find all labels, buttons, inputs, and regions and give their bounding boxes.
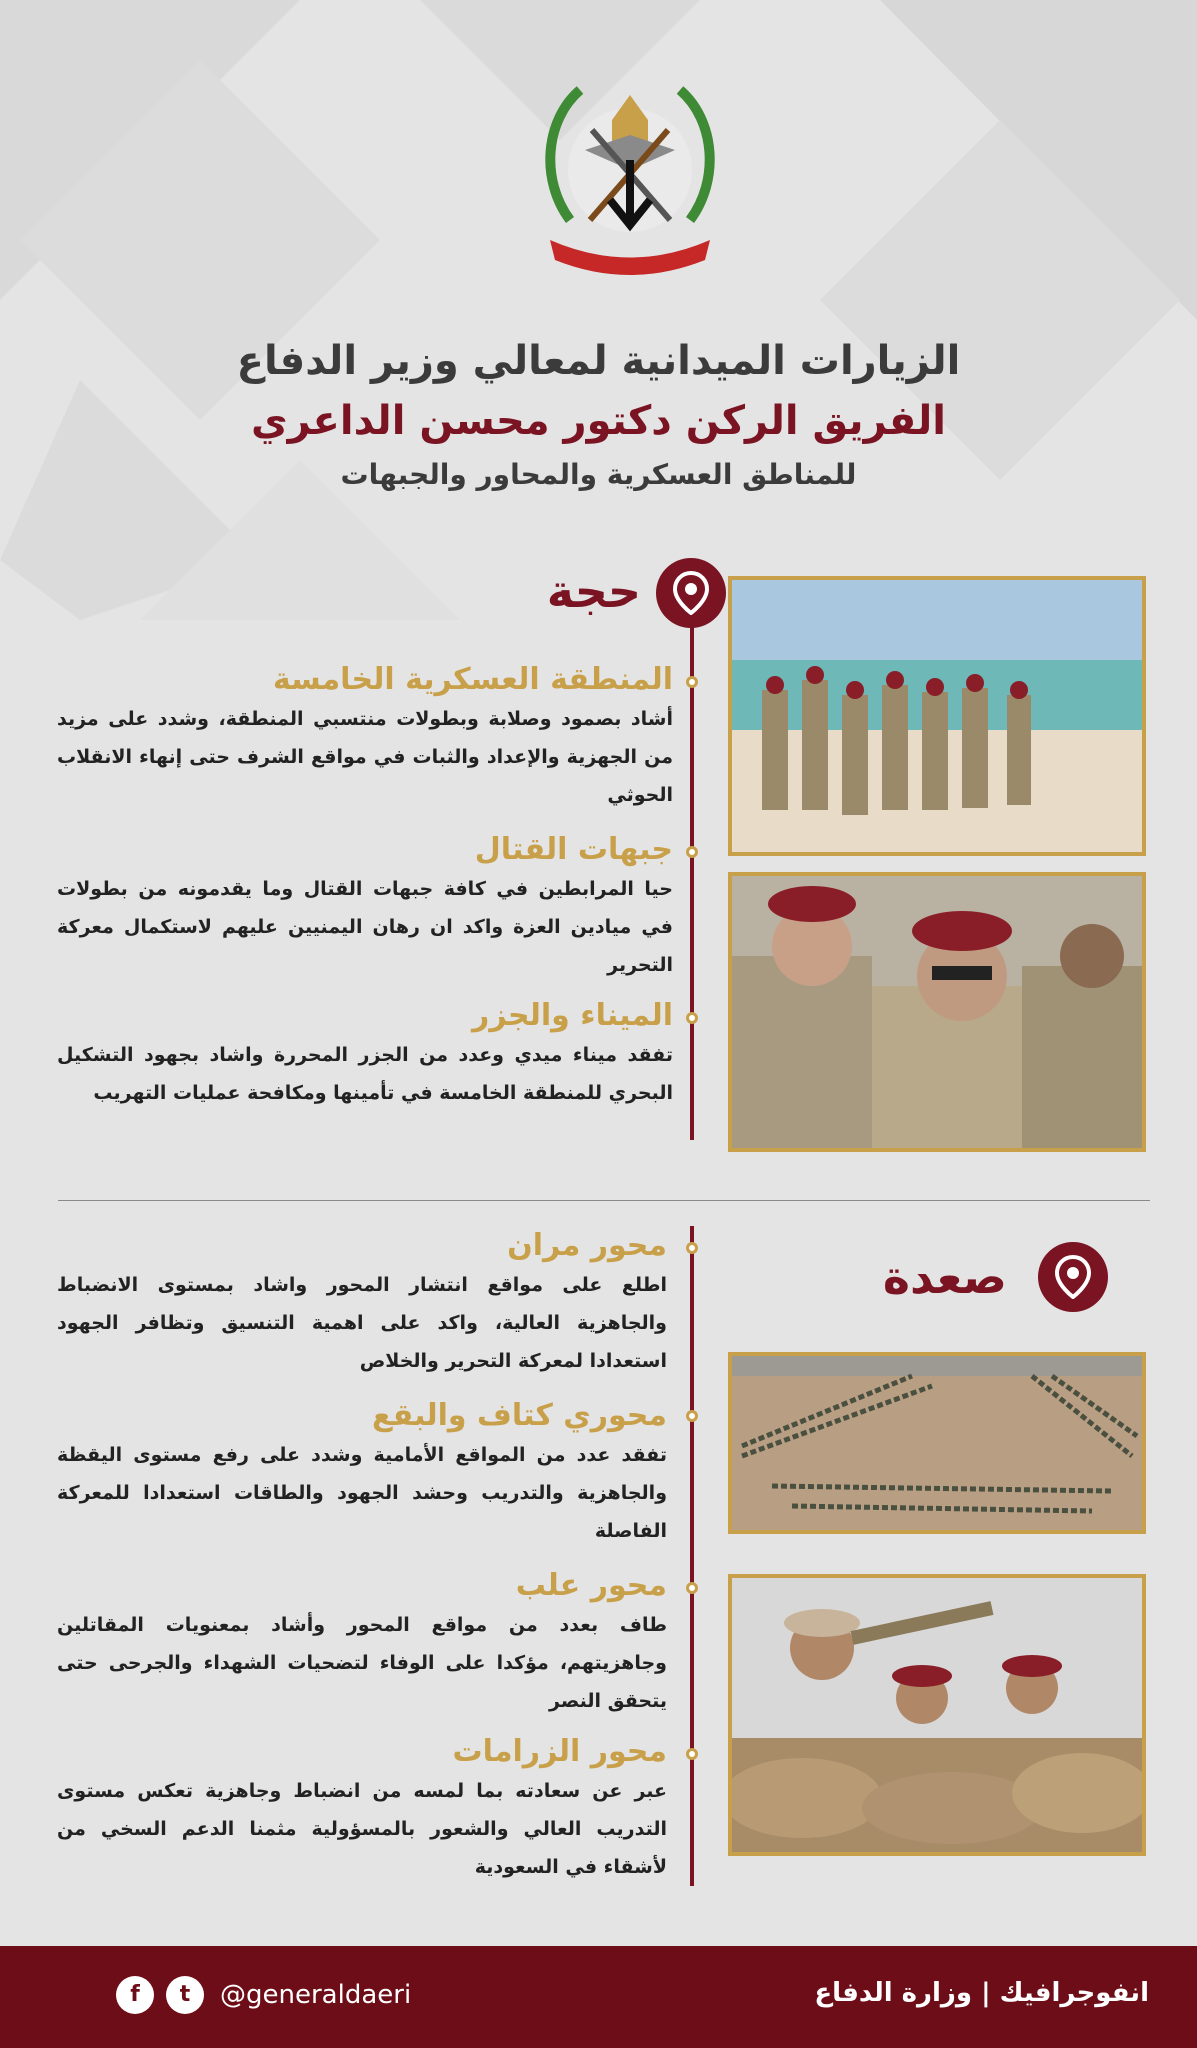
section-text: عبر عن سعادته بما لمسه من انضباط وجاهزية تعكس مستوى التدريب العالي والشعور بالمسؤولية مثمنا الدعم السخي من لأشقاء في السعودية [57, 1780, 667, 1878]
title-line-2: الفريق الركن دكتور محسن الداعري [251, 398, 946, 444]
timeline-dot [686, 846, 698, 858]
footer-bar [0, 1946, 1197, 2048]
timeline-dot [686, 1410, 698, 1422]
social-handle[interactable]: @generaldaeri [220, 1980, 412, 2010]
photo-parade-ground [728, 1352, 1146, 1534]
footer-label: انفوجرافيك | وزارة الدفاع [814, 1978, 1149, 2008]
section-heading: محور الزرامات [452, 1734, 667, 1769]
timeline-dot [686, 1242, 698, 1254]
section-text: حيا المرابطين في كافة جبهات القتال وما يقدمونه من بطولات في ميادين العزة واكد ان رهان اليمنيين عليهم لاستكمال معركة التحرير [57, 878, 673, 976]
section-heading: الميناء والجزر [472, 998, 673, 1033]
section-text: اطلع على مواقع انتشار المحور واشاد بمستوى الانضباط والجاهزية العالية، واكد على اهمية التنسيق وتظافر الجهود استعدادا لمعركة التحرير والخلاص [57, 1274, 667, 1372]
section-heading: محور علب [515, 1568, 667, 1603]
timeline-dot [686, 1012, 698, 1024]
photo-beach-visit [728, 576, 1146, 856]
timeline-line [690, 1226, 694, 1886]
photo-field-inspection [728, 1574, 1146, 1856]
section-heading: جبهات القتال [474, 832, 673, 867]
timeline-dot [686, 676, 698, 688]
photo-salute [728, 872, 1146, 1152]
region-name-hajjah: حجة [546, 564, 641, 618]
timeline-dot [686, 1748, 698, 1760]
section-divider [58, 1200, 1150, 1201]
section-text: تفقد ميناء ميدي وعدد من الجزر المحررة واشاد بجهود التشكيل البحري للمنطقة الخامسة في تأمينها ومكافحة عمليات التهريب [57, 1044, 673, 1104]
title-line-3: للمناطق العسكرية والمحاور والجبهات [340, 458, 857, 491]
section-text: أشاد بصمود وصلابة وبطولات منتسبي المنطقة، وشدد على مزيد من الجهزية والإعداد والثبات في مواقع الشرف حتى إنهاء الانقلاب الحوثي [57, 708, 673, 806]
title-line-1: الزيارات الميدانية لمعالي وزير الدفاع [236, 338, 961, 384]
timeline-line [690, 620, 694, 1140]
section-heading: محوري كتاف والبقع [372, 1398, 667, 1433]
section-heading: المنطقة العسكرية الخامسة [272, 662, 673, 697]
region-name-saada: صعدة [882, 1250, 1007, 1304]
timeline-dot [686, 1582, 698, 1594]
section-text: تفقد عدد من المواقع الأمامية وشدد على رفع مستوى اليقظة والجاهزية والتدريب وحشد الجهود والطاقات استعدادا للمعركة الفاصلة [57, 1444, 667, 1542]
twitter-icon[interactable]: t [166, 1976, 204, 2014]
location-pin-icon [1038, 1242, 1108, 1312]
facebook-icon[interactable]: f [116, 1976, 154, 2014]
section-heading: محور مران [507, 1228, 667, 1263]
location-pin-icon [656, 558, 726, 628]
ministry-emblem [530, 60, 730, 280]
section-text: طاف بعدد من مواقع المحور وأشاد بمعنويات المقاتلين وجاهزيتهم، مؤكدا على الوفاء لتضحيات الشهداء والجرحى حتى يتحقق النصر [57, 1614, 667, 1712]
